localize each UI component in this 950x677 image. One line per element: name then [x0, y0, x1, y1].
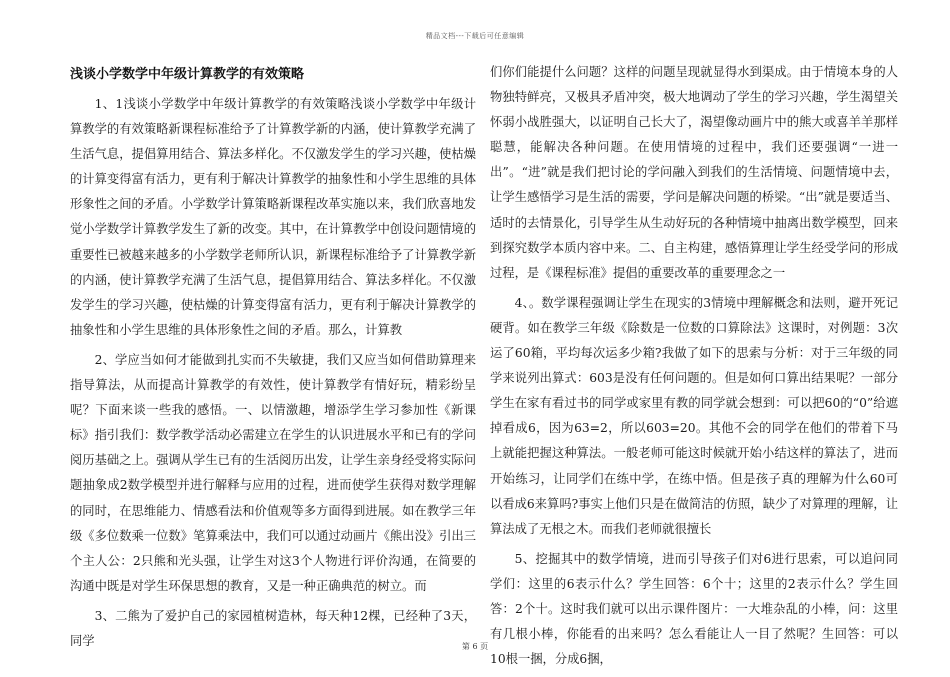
page-number: 第 6 页	[461, 642, 489, 651]
paragraph-3-continued: 们你们能提什么问题？这样的问题呈现就显得水到渠成。由于情境本身的人物独特鲜亮，又极具矛盾冲突，极大地调动了学生的学习兴趣，学生渴望关怀弱小战胜强大，以证明自己长大了，渴望像动画片中的熊大或喜羊羊那样聪慧，能解决各种问题。在使用情境的过程中，我们还要强调“一进一出”。“进”就是我们把讨论的学问融入到我们的生活情境、问题情境中去，让学生感悟学习是生活的需要，学问是解决问题的桥梁。“出”就是要适当、适时的去情景化，引导学生从生动好玩的各种情境中抽离出数学模型，回来到探究数学本质内容中来。二、自主构建，感悟算理让学生经受学问的形成过程，是《课程标准》提倡的重要改革的重要理念之一	[490, 65, 898, 280]
article-title: 浅谈小学数学中年级计算教学的有效策略	[70, 67, 305, 82]
paragraph-3: 3、二熊为了爱护自己的家园植树造林，每天种12棵，已经种了3天，同学	[70, 608, 476, 648]
right-column	[490, 60, 898, 677]
page-header: 精品文档---下载后可任意编辑	[425, 32, 525, 40]
paragraph-1: 1、1浅谈小学数学中年级计算教学的有效策略浅谈小学数学中年级计算教学的有效策略新课程标准给予了计算教学新的内涵，使计算教学充满了生活气息，提倡算用结合、算法多样化。不仅激发学生的学习兴趣，使枯燥的计算变得富有活力，更有利于解决计算教学的抽象性和小学生思维的具体形象性之间的矛盾。小学数学计算策略新课程改革实施以来，我们欣喜地发觉小学数学计算教学发生了新的改变。其中，在计算教学中创设问题情境的重要性已被越来越多的小学数学老师所认识，新课程标准给予了计算教学新的内涵，使计算教学充满了生活气息，提倡算用结合、算法多样化。不仅激发学生的学习兴趣，使枯燥的计算变得富有活力，更有利于解决计算教学的抽象性和小学生思维的具体形象性之间的矛盾。那么，计算教	[70, 97, 476, 337]
paragraph-5: 5、挖掘其中的数学情境，进而引导孩子们对6进行思索，可以追问同学们：这里的6表示什么？学生回答：6个十；这里的2表示什么？学生回答：2个十。这时我们就可以出示课件图片：一大堆杂乱的小棒，问：这里有几根小棒，你能看的出来吗？怎么看能让人一目了然呢？生回答：可以10根一捆，分成6捆，	[490, 551, 898, 667]
left-column	[70, 60, 476, 659]
paragraph-4: 4、。数学课程强调让学生在现实的3情境中理解概念和法则，避开死记硬背。如在教学三年级《除数是一位数的口算除法》这课时，对例题：3次运了60箱，平均每次运多少箱?我做了如下的思索与分析：对于三年级的同学来说列出算式：603是没有任何问题的。但是如何口算出结果呢？一部分学生在家有看过书的同学或家里有教的同学就会想到：可以把60的“0”给遮掉看成6，因为63=2，所以603=20。其他不会的同学在他们的带着下马上就能把握这种算法。一般老师可能这时候就开始小结这样的算法了，进而开始练习，让同学们在练中学，在练中悟。但是孩子真的理解为什么60可以看成6来算吗?事实上他们只是在做简洁的仿照，缺少了对算理的理解，让算法成了无根之木。而我们老师就很擅长	[490, 295, 898, 536]
paragraph-2: 2、学应当如何才能做到扎实而不失敏捷，我们又应当如何借助算理来指导算法，从而提高计算教学的有效性，使计算教学有情好玩，精彩纷呈呢？下面来谈一些我的感悟。一、以情激趣，增添学生学习参加性《新课标》指引我们：数学教学活动必需建立在学生的认识进展水平和已有的学问阅历基础之上。强调从学生已有的生活阅历出发，让学生亲身经受将实际问题抽象成2数学模型并进行解释与应用的过程，进而使学生获得对数学理解的同时，在思维能力、情感看法和价值观等多方面得到进展。如在教学三年级《多位数乘一位数》笔算乘法中，我们可以通过动画片《熊出没》引出三个主人公：2只熊和光头强，让学生对这3个人物进行评价沟通，在简要的沟通中既是对学生环保思想的教育，又是一种正确典范的树立。而	[70, 352, 476, 593]
